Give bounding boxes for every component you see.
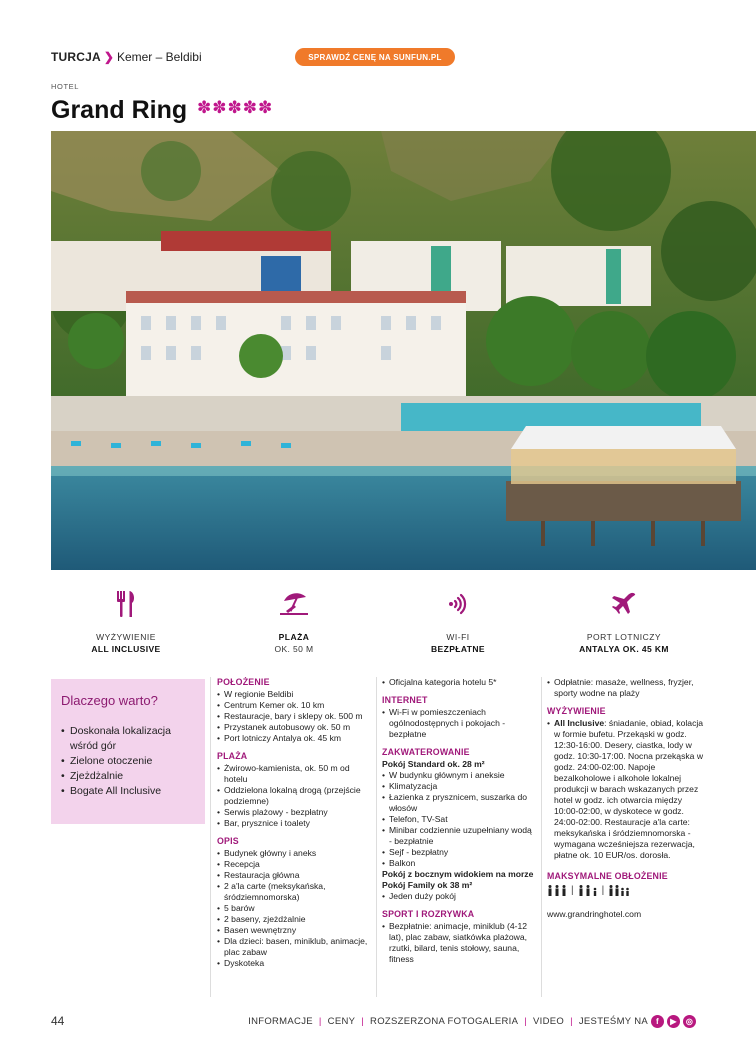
occupancy-separator: | — [571, 885, 574, 896]
list-item: • Odpłatnie: masaże, wellness, fryzjer, sporty wodne na plaży — [547, 677, 707, 699]
section-location-title: POŁOŻENIE — [217, 677, 270, 687]
two-adults-one-child-icon — [578, 885, 598, 896]
footer-nav — [248, 1015, 696, 1028]
info-column-2 — [382, 677, 537, 965]
hotel-type-label: HOTEL — [51, 82, 80, 91]
star-rating: ✽✽✽✽✽ — [197, 98, 274, 117]
list-item: • Zjeżdżalnie — [61, 769, 195, 784]
list-item: • Bezpłatnie: animacje, miniklub (4-12 lat), plac zabaw, siatkówka plażowa, rzutki, bilard, tenis stołowy, sauna, fitness — [382, 921, 537, 965]
two-adults-two-children-icon — [608, 885, 630, 896]
list-item: • 2 baseny, zjeżdżalnie — [217, 914, 372, 925]
list-item: • Jeden duży pokój — [382, 891, 537, 902]
column-divider — [541, 677, 542, 997]
section-sport-title: SPORT I ROZRYWKA — [382, 909, 475, 919]
list-item: • Doskonała lokalizacja wśród gór — [61, 724, 195, 754]
section-internet-title: INTERNET — [382, 695, 428, 705]
internet-list — [382, 707, 537, 740]
breadcrumb-country[interactable]: TURCJA — [51, 50, 101, 64]
fork-knife-icon — [41, 588, 211, 620]
room-family-list — [382, 891, 537, 902]
list-item: • Dla dzieci: basen, miniklub, animacje, plac zabaw — [217, 936, 372, 958]
room-side-sea-title: Pokój z bocznym widokiem na morze — [382, 869, 534, 879]
why-worth-box — [51, 679, 205, 824]
breadcrumb — [51, 50, 202, 64]
list-item: • Port lotniczy Antalya ok. 45 km — [217, 733, 372, 744]
hotel-website-link[interactable]: www.grandringhotel.com — [547, 909, 642, 919]
footer-social-label: JESTEŚMY NA — [578, 1016, 648, 1027]
list-item: • Żwirowo-kamienista, ok. 50 m od hotelu — [217, 763, 372, 785]
room-standard-list — [382, 770, 537, 869]
section-board-title: WYŻYWIENIE — [547, 706, 606, 716]
footer-link-info[interactable]: INFORMACJE — [248, 1016, 313, 1027]
list-item: • Telefon, TV-Sat — [382, 814, 537, 825]
occupancy-separator: | — [601, 885, 605, 896]
airplane-icon — [539, 588, 709, 620]
info-column-3 — [547, 677, 707, 920]
section-description-title: OPIS — [217, 836, 239, 846]
column-divider — [376, 677, 377, 997]
beach-umbrella-icon — [209, 588, 379, 620]
board-list — [547, 718, 707, 861]
list-item: • Basen wewnętrzny — [217, 925, 372, 936]
list-item: • Wi-Fi w pomieszczeniach ogólnodostępnych i pokojach - bezpłatne — [382, 707, 537, 740]
beach-list — [217, 763, 372, 829]
feature-board-value: ALL INCLUSIVE — [91, 644, 161, 654]
occupancy-icons — [547, 885, 707, 896]
room-family-title: Pokój Family ok 38 m² — [382, 880, 473, 890]
feature-wifi-label: WI-FI — [446, 632, 470, 642]
page-number: 44 — [51, 1014, 65, 1028]
footer-link-prices[interactable]: CENY — [327, 1016, 356, 1027]
list-item: • Serwis plażowy - bezpłatny — [217, 807, 372, 818]
sport-list — [382, 921, 537, 965]
wifi-icon — [373, 588, 543, 620]
sport-list-cont — [547, 677, 707, 699]
feature-beach-value: OK. 50 M — [274, 644, 314, 654]
list-item: • Klimatyzacja — [382, 781, 537, 792]
footer-separator: | — [361, 1016, 365, 1027]
feature-wifi — [373, 588, 543, 654]
footer-separator: | — [318, 1016, 322, 1027]
facebook-icon[interactable]: f — [651, 1015, 664, 1028]
list-item: • W regionie Beldibi — [217, 689, 372, 700]
list-item: • 5 barów — [217, 903, 372, 914]
feature-airport — [539, 588, 709, 654]
footer-link-gallery[interactable]: ROZSZERZONA FOTOGALERIA — [370, 1016, 519, 1027]
check-price-button[interactable]: SPRAWDŹ CENĘ NA SUNFUN.PL — [295, 48, 455, 66]
chevron-right-icon: ❯ — [103, 50, 114, 64]
board-description — [547, 718, 707, 861]
category-list — [382, 677, 537, 688]
room-standard-title: Pokój Standard ok. 28 m² — [382, 759, 485, 769]
feature-wifi-value: BEZPŁATNE — [431, 644, 485, 654]
section-rooms-title: ZAKWATEROWANIE — [382, 747, 470, 757]
board-text: : śniadanie, obiad, kolacja w formie bufetu. Przekąski w godz. 12:30-16:00. Desery, ciastka, lody w godz. 10:30-17:00. Nocna przekąska w godz. 24:00-02:00. Napoje bezalkoholowe i alkohole lokalnej produkcji w barach wskazanych przez hotel w godz. ich otwarcia między 10:00-02:00, w dyskotece w godz. 24:00-02:00. Restauracje a'la carte: meksykańska i śródziemnomorska - wymagana wcześniejsza rezerwacja, płatne ok. 10 EUR/os. dorosła. — [554, 718, 704, 860]
feature-board-label: WYŻYWIENIE — [96, 632, 156, 642]
section-occupancy-title: MAKSYMALNE OBŁOŻENIE — [547, 871, 668, 881]
list-item: • Sejf - bezpłatny — [382, 847, 537, 858]
why-worth-list — [61, 724, 195, 799]
youtube-icon[interactable]: ▶ — [667, 1015, 680, 1028]
section-beach-title: PLAŻA — [217, 751, 248, 761]
list-item: • Budynek główny i aneks — [217, 848, 372, 859]
list-item: • 2 a'la carte (meksykańska, śródziemnomorska) — [217, 881, 372, 903]
why-worth-title: Dlaczego warto? — [61, 693, 158, 708]
description-list — [217, 848, 372, 969]
list-item: • Bogate All Inclusive — [61, 784, 195, 799]
list-item: • Restauracje, bary i sklepy ok. 500 m — [217, 711, 372, 722]
feature-row — [51, 588, 756, 658]
list-item: • Restauracja główna — [217, 870, 372, 881]
info-column-1 — [217, 677, 372, 969]
list-item: • W budynku głównym i aneksie — [382, 770, 537, 781]
footer-separator: | — [570, 1016, 573, 1027]
footer-link-video[interactable]: VIDEO — [533, 1016, 565, 1027]
list-item: • Zielone otoczenie — [61, 754, 195, 769]
footer-separator: | — [524, 1016, 528, 1027]
feature-airport-label: PORT LOTNICZY — [586, 632, 662, 642]
list-item: • Recepcja — [217, 859, 372, 870]
column-divider — [210, 677, 211, 997]
feature-beach-label: PLAŻA — [278, 632, 310, 642]
list-item: • Łazienka z prysznicem, suszarka do włosów — [382, 792, 537, 814]
hotel-photo — [51, 131, 756, 570]
three-adults-icon — [547, 885, 567, 896]
feature-airport-value: ANTALYA OK. 45 KM — [579, 644, 669, 654]
list-item: • Minibar codziennie uzupełniany wodą - bezpłatnie — [382, 825, 537, 847]
feature-board — [41, 588, 211, 654]
board-type: All Inclusive — [554, 718, 605, 728]
instagram-icon[interactable]: ◎ — [683, 1015, 696, 1028]
list-item: • Przystanek autobusowy ok. 50 m — [217, 722, 372, 733]
location-list — [217, 689, 372, 744]
feature-beach — [209, 588, 379, 654]
list-item: • Centrum Kemer ok. 10 km — [217, 700, 372, 711]
hotel-name: Grand Ring — [51, 96, 188, 124]
breadcrumb-location[interactable]: Kemer – Beldibi — [116, 50, 202, 64]
list-item: • Bar, prysznice i toalety — [217, 818, 372, 829]
list-item: • Dyskoteka — [217, 958, 372, 969]
hotel-category: • Oficjalna kategoria hotelu 5* — [382, 677, 537, 688]
list-item: • Oddzielona lokalną drogą (przejście podziemne) — [217, 785, 372, 807]
list-item: • Balkon — [382, 858, 537, 869]
